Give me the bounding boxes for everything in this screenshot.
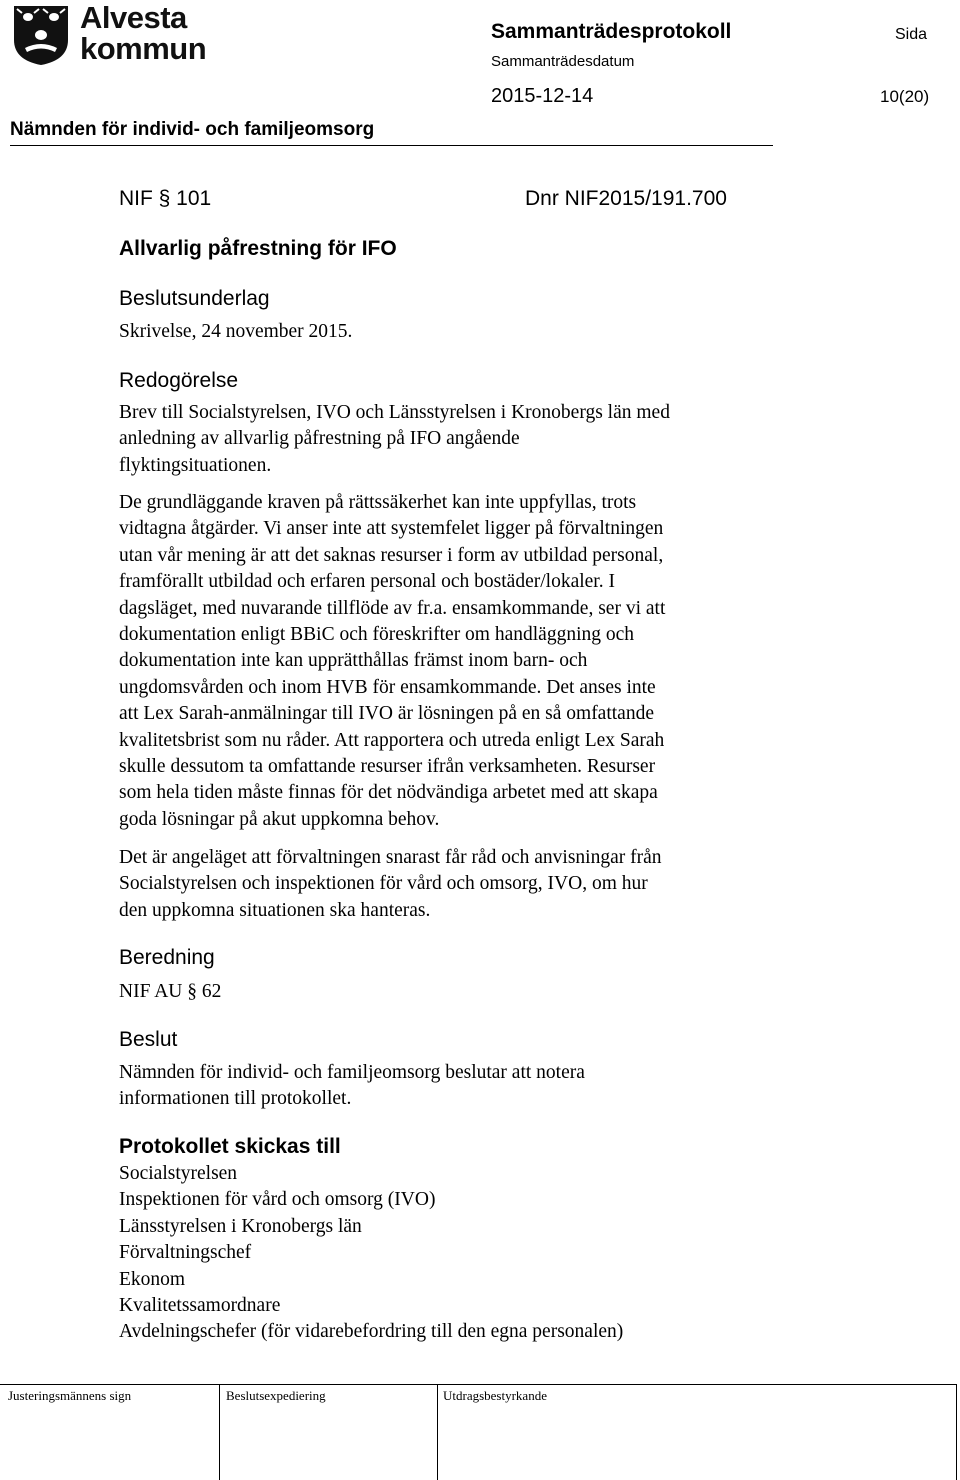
text-line: som hela tiden måste finnas för det nödvändiga arbetet med att skapa [119,782,658,804]
footer-column-divider [956,1384,957,1480]
list-item: Länsstyrelsen i Kronobergs län [119,1215,362,1237]
page-number: 10(20) [880,87,930,106]
text-line: ungdomsvården och inom HVB för ensamkommande. Det anses inte [119,676,656,698]
heading-beslut: Beslut [119,1028,178,1051]
redogorelse-paragraph-2 [119,490,819,833]
text-line: flyktingsituationen. [119,454,272,476]
text-line: dokumentation inte kan upprätthållas främst inom barn- och [119,650,588,672]
text-line: dokumentation enligt BBiC och föreskrifter om handläggning och [119,624,635,646]
brand-line-1: Alvesta [80,0,187,35]
board-name: Nämnden för individ- och familjeomsorg [10,119,375,140]
text-line: Brev till Socialstyrelsen, IVO och Länsstyrelsen i Kronobergs län med [119,402,670,423]
heading-beredning: Beredning [119,946,215,969]
text-line: Skrivelse, 24 november 2015. [119,321,353,342]
redogorelse-paragraph-3 [119,845,819,924]
municipal-crest-logo [12,4,70,66]
list-item: Kvalitetssamordnare [119,1295,281,1317]
text-line: informationen till protokollet. [119,1088,352,1110]
footer-divider [0,1384,957,1385]
text-line: anledning av allvarlig påfrestning på IFO angående [119,428,520,450]
text-line: De grundläggande kraven på rättssäkerhet kan inte uppfyllas, trots [119,492,637,513]
text-line: att Lex Sarah-anmälningar till IVO är lösningen på en så omfattande [119,703,654,725]
list-item: Förvaltningschef [119,1242,252,1264]
footer-certification-label: Utdragsbestyrkande [443,1388,547,1403]
redogorelse-paragraph-1 [119,400,819,479]
brand-line-2: kommun [80,31,207,66]
text-line: NIF AU § 62 [119,981,222,1002]
beredning-text [119,979,819,1005]
text-line: skulle dessutom ta omfattande resurser ifrån verksamheten. Resurser [119,756,656,778]
heading-beslutsunderlag: Beslutsunderlag [119,287,270,310]
header-divider [10,145,773,146]
beslut-text [119,1060,819,1113]
beslutsunderlag-text [119,319,819,345]
text-line: utan vår mening är att det saknas resurser i form av utbildad personal, [119,544,664,566]
list-item: Avdelningschefer (för vidarebefordring till den egna personalen) [119,1321,624,1343]
document-title: Sammanträdesprotokoll [491,20,732,43]
meeting-date: 2015-12-14 [491,85,594,107]
text-line: vidtagna åtgärder. Vi anser inte att systemfelet ligger på förvaltningen [119,518,664,540]
heading-protokollet-skickas-till: Protokollet skickas till [119,1135,341,1158]
footer-signature-label: Justeringsmännens sign [8,1388,132,1403]
list-item: Ekonom [119,1268,186,1290]
paragraph-number: NIF § 101 [119,187,212,210]
footer-column-divider [219,1384,220,1480]
list-item: Socialstyrelsen [119,1163,238,1184]
text-line: goda lösningar på akut uppkomna behov. [119,808,440,830]
text-line: framförallt utbildad och erfaren personal och bostäder/lokaler. I [119,571,615,593]
page-label: Sida [895,26,928,43]
text-line: den uppkomna situationen ska hanteras. [119,899,431,921]
text-line: kvalitetsbrist som nu råder. Att rapportera och utreda enligt Lex Sarah [119,729,665,751]
text-line: Nämnden för individ- och familjeomsorg beslutar att notera [119,1062,585,1083]
text-line: dagsläget, med nuvarande tillflöde av fr.a. ensamkommande, ser vi att [119,597,666,619]
brand-name [80,2,206,64]
text-line: Det är angeläget att förvaltningen snarast får råd och anvisningar från [119,847,662,868]
list-item: Inspektionen för vård och omsorg (IVO) [119,1189,436,1211]
meeting-date-label: Sammanträdesdatum [491,53,635,70]
footer-dispatch-label: Beslutsexpediering [226,1388,326,1403]
text-line: Socialstyrelsen och inspektionen för vård och omsorg, IVO, om hur [119,873,648,895]
paragraph-title: Allvarlig påfrestning för IFO [119,237,397,260]
diary-number: Dnr NIF2015/191.700 [525,187,727,210]
heading-redogorelse: Redogörelse [119,369,239,392]
footer-column-divider [437,1384,438,1480]
distribution-list [119,1161,819,1346]
